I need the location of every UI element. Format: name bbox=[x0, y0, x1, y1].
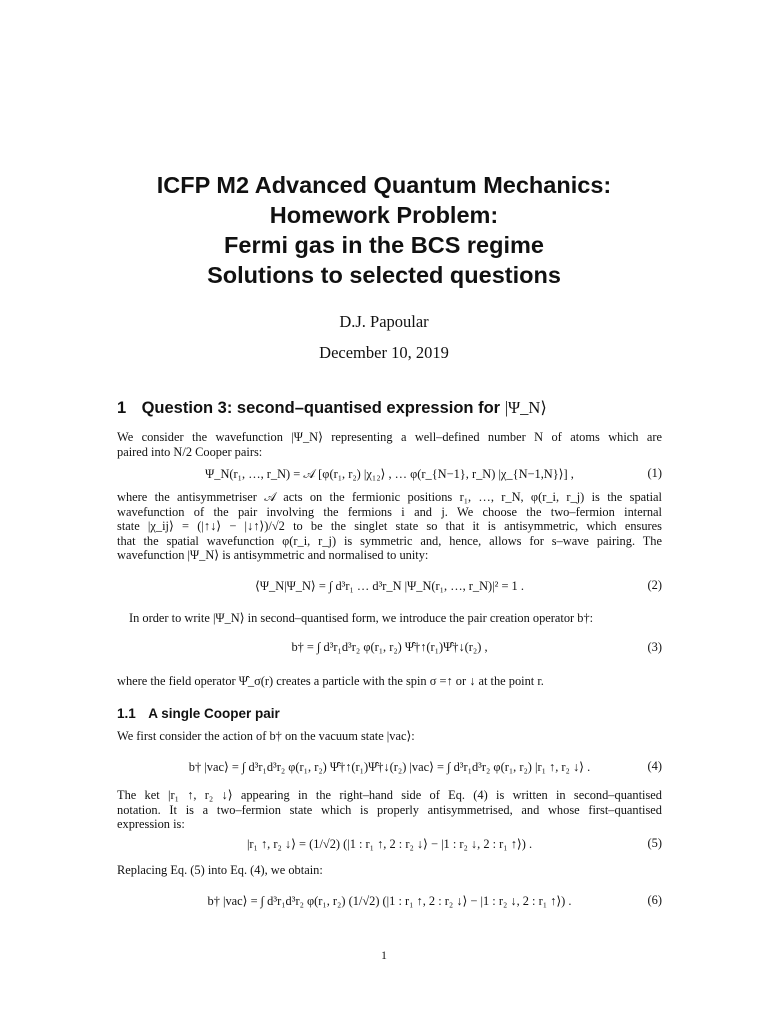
paragraph bbox=[129, 611, 662, 626]
subsection-heading bbox=[117, 706, 280, 721]
text-line: We first consider the action of b† on the vacuum state |vac⟩: bbox=[117, 729, 415, 743]
equation-number: (5) bbox=[647, 836, 662, 850]
text-line: notation. It is a two–fermion state which is properly antisymmetrised, and whose first–quantised bbox=[117, 802, 662, 817]
paragraph bbox=[117, 788, 662, 832]
text-line: We consider the wavefunction |Ψ_N⟩ representing a well–defined number N of atoms which are bbox=[117, 430, 662, 444]
text-line: Replacing Eq. (5) into Eq. (4), we obtain: bbox=[117, 863, 323, 877]
text-line: wavefunction |Ψ_N⟩ is antisymmetric and normalised to unity: bbox=[117, 548, 429, 562]
date: December 10, 2019 bbox=[319, 343, 449, 362]
equation bbox=[117, 578, 662, 598]
paragraph bbox=[117, 863, 662, 878]
equation-body: Ψ_N(r₁, …, r_N) = 𝒜 [φ(r₁, r₂) |χ₁₂⟩ , … φ(r_{N−1}, r_N) |χ_{N−1,N}⟩] , bbox=[205, 467, 574, 481]
subsection-title: A single Cooper pair bbox=[148, 706, 280, 721]
text-line: In order to write |Ψ_N⟩ in second–quantised form, we introduce the pair creation operator b†: bbox=[129, 611, 594, 625]
section-heading bbox=[117, 398, 547, 418]
page-number: 1 bbox=[381, 950, 387, 962]
paragraph bbox=[117, 490, 662, 563]
equation-body: b† |vac⟩ = ∫ d³r₁d³r₂ φ(r₁, r₂) Ψ̂†↑(r₁)Ψ̂†↓(r₂) |vac⟩ = ∫ d³r₁d³r₂ φ(r₁, r₂) |r₁ ↑, r₂ ↓⟩ . bbox=[188, 760, 591, 774]
equation bbox=[117, 640, 662, 660]
paragraph bbox=[117, 729, 662, 744]
section-number: 1 bbox=[117, 399, 127, 417]
title-line: Fermi gas in the BCS regime bbox=[224, 232, 544, 258]
title-line: ICFP M2 Advanced Quantum Mechanics: bbox=[156, 172, 612, 198]
subsection-number: 1.1 bbox=[117, 706, 136, 721]
paragraph bbox=[117, 430, 662, 459]
text-line: where the antisymmetriser 𝒜 acts on the fermionic positions r₁, …, r_N, φ(r_i, r_j) is the spatial bbox=[117, 490, 662, 504]
text-line: state |χ_ij⟩ = (|↑↓⟩ − |↓↑⟩)/√2 to be the singlet state so that it is antisymmetric, which ensures bbox=[117, 519, 662, 533]
equation-body: |r₁ ↑, r₂ ↓⟩ = (1/√2) (|1 : r₁ ↑, 2 : r₂ ↓⟩ − |1 : r₂ ↓, 2 : r₁ ↑⟩) . bbox=[246, 837, 533, 851]
equation bbox=[117, 466, 662, 486]
text-line: The ket |r₁ ↑, r₂ ↓⟩ appearing in the right–hand side of Eq. (4) is written in second–quantised bbox=[117, 788, 662, 802]
text-line: expression is: bbox=[117, 817, 185, 831]
section-title-math: |Ψ_N⟩ bbox=[504, 398, 547, 417]
equation-number: (2) bbox=[647, 578, 662, 592]
equation-body: b† |vac⟩ = ∫ d³r₁d³r₂ φ(r₁, r₂) (1/√2) (|1 : r₁ ↑, 2 : r₂ ↓⟩ − |1 : r₂ ↓, 2 : r₁ ↑⟩) . bbox=[207, 894, 572, 908]
equation-body: b† = ∫ d³r₁d³r₂ φ(r₁, r₂) Ψ̂†↑(r₁)Ψ̂†↓(r₂) , bbox=[291, 640, 488, 654]
paragraph bbox=[117, 674, 662, 689]
equation-number: (1) bbox=[647, 466, 662, 480]
text-line: wavefunction of the pair involving the fermions i and j. We choose the two–fermion internal bbox=[117, 504, 662, 519]
equation bbox=[117, 836, 662, 856]
equation bbox=[117, 893, 662, 913]
equation-number: (6) bbox=[647, 893, 662, 907]
paper-title bbox=[0, 170, 768, 290]
equation-number: (3) bbox=[647, 640, 662, 654]
section-title: Question 3: second–quantised expression for bbox=[141, 399, 501, 417]
equation-body: ⟨Ψ_N|Ψ_N⟩ = ∫ d³r₁ … d³r_N |Ψ_N(r₁, …, r_N)|² = 1 . bbox=[255, 579, 524, 593]
equation bbox=[117, 759, 662, 779]
title-line: Solutions to selected questions bbox=[207, 262, 561, 288]
text-line: paired into N/2 Cooper pairs: bbox=[117, 444, 263, 459]
equation-number: (4) bbox=[647, 759, 662, 773]
title-line: Homework Problem: bbox=[269, 202, 499, 228]
author: D.J. Papoular bbox=[339, 312, 429, 331]
text-line: that the spatial wavefunction φ(r_i, r_j) is symmetric and, hence, allows for s–wave pairing. The bbox=[117, 533, 662, 548]
text-line: where the field operator Ψ̂_σ(r) creates a particle with the spin σ =↑ or ↓ at the point r. bbox=[117, 674, 544, 688]
